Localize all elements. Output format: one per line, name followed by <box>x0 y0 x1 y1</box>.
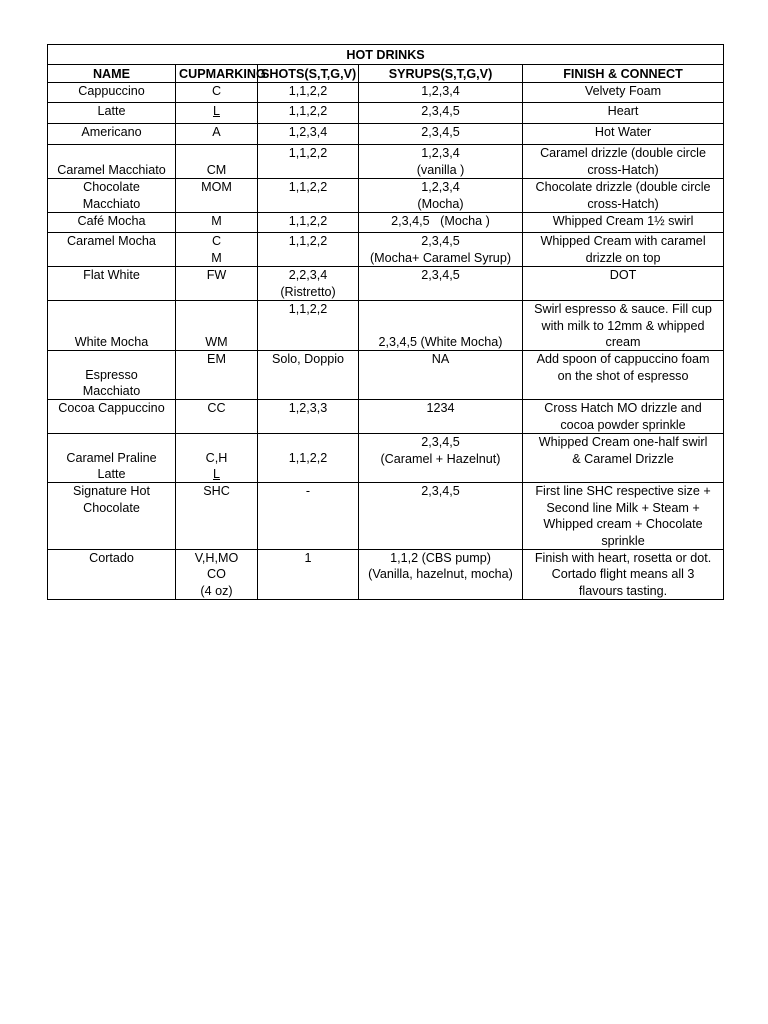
cell-syrups: 2,3,4,5 <box>359 483 523 550</box>
cell-syrups: 1,2,3,4 <box>359 83 523 103</box>
cell-shots: 1,1,2,2 <box>258 233 359 267</box>
cell-shots: 1,2,3,4 <box>258 124 359 145</box>
cell-name: Caramel Praline Latte <box>48 434 176 483</box>
cell-cup: CM <box>176 145 258 179</box>
cell-finish: Caramel drizzle (double circle cross-Hatch) <box>523 145 724 179</box>
cell-shots: - <box>258 483 359 550</box>
cell-finish: Swirl espresso & sauce. Fill cup with milk to 12mm & whipped cream <box>523 301 724 351</box>
cell-syrups: 1,2,3,4 (vanilla ) <box>359 145 523 179</box>
header-shots: SHOTS(S,T,G,V) <box>258 65 359 83</box>
table-title: HOT DRINKS <box>48 45 724 65</box>
cell-cup: CC <box>176 400 258 434</box>
cell-finish: Hot Water <box>523 124 724 145</box>
cell-finish: Whipped Cream with caramel drizzle on top <box>523 233 724 267</box>
table-row <box>48 483 724 550</box>
cell-finish: Heart <box>523 103 724 124</box>
cell-name: Chocolate Macchiato <box>48 179 176 213</box>
table-row <box>48 83 724 103</box>
cell-shots: 1,1,2,2 <box>258 145 359 179</box>
cell-syrups: 2,3,4,5 (Mocha+ Caramel Syrup) <box>359 233 523 267</box>
cell-cup: EM <box>176 351 258 400</box>
cell-syrups: 1,2,3,4 (Mocha) <box>359 179 523 213</box>
cell-syrups: 2,3,4,5 <box>359 124 523 145</box>
table-row <box>48 434 724 483</box>
cell-cup: V,H,MO CO (4 oz) <box>176 550 258 600</box>
cell-shots: 1,2,3,3 <box>258 400 359 434</box>
cell-syrups: 2,3,4,5 (Mocha ) <box>359 213 523 233</box>
cell-syrups: NA <box>359 351 523 400</box>
cell-finish: DOT <box>523 267 724 301</box>
table-row <box>48 124 724 145</box>
cell-syrups: 2,3,4,5 <box>359 267 523 301</box>
cell-finish: Whipped Cream 1½ swirl <box>523 213 724 233</box>
cell-shots: Solo, Doppio <box>258 351 359 400</box>
cell-syrups: 1234 <box>359 400 523 434</box>
table-row <box>48 145 724 179</box>
cell-name: Café Mocha <box>48 213 176 233</box>
cell-name: Americano <box>48 124 176 145</box>
header-row <box>48 65 724 83</box>
header-name: NAME <box>48 65 176 83</box>
table-row <box>48 213 724 233</box>
table-row <box>48 103 724 124</box>
cell-finish: First line SHC respective size + Second line Milk + Steam + Whipped cream + Chocolate sprinkle <box>523 483 724 550</box>
hot-drinks-table <box>47 44 724 600</box>
table-row <box>48 301 724 351</box>
cell-cup: L <box>176 103 258 124</box>
cell-finish: Chocolate drizzle (double circle cross-Hatch) <box>523 179 724 213</box>
table-row <box>48 267 724 301</box>
cell-name: Flat White <box>48 267 176 301</box>
cell-finish: Velvety Foam <box>523 83 724 103</box>
cell-shots: 1,1,2,2 <box>258 83 359 103</box>
table-row <box>48 400 724 434</box>
cell-shots: 1,1,2,2 <box>258 103 359 124</box>
cell-cup: C <box>176 83 258 103</box>
cell-finish: Add spoon of cappuccino foam on the shot of espresso <box>523 351 724 400</box>
cell-syrups: 2,3,4,5 (White Mocha) <box>359 301 523 351</box>
cell-syrups: 2,3,4,5 (Caramel + Hazelnut) <box>359 434 523 483</box>
cell-syrups: 1,1,2 (CBS pump) (Vanilla, hazelnut, mocha) <box>359 550 523 600</box>
cell-cup: C M <box>176 233 258 267</box>
cell-shots: 2,2,3,4 (Ristretto) <box>258 267 359 301</box>
cell-shots: 1,1,2,2 <box>258 301 359 351</box>
hot-drinks-sheet <box>47 44 723 600</box>
cell-name: Latte <box>48 103 176 124</box>
cell-syrups: 2,3,4,5 <box>359 103 523 124</box>
cell-cup: WM <box>176 301 258 351</box>
cell-name: White Mocha <box>48 301 176 351</box>
cell-finish: Whipped Cream one-half swirl & Caramel Drizzle <box>523 434 724 483</box>
cell-cup: FW <box>176 267 258 301</box>
cell-name: Cocoa Cappuccino <box>48 400 176 434</box>
table-row <box>48 351 724 400</box>
table-row <box>48 550 724 600</box>
cell-cup: M <box>176 213 258 233</box>
header-cup-marking: CUPMARKING <box>176 65 258 83</box>
cell-shots: 1,1,2,2 <box>258 179 359 213</box>
cell-finish: Cross Hatch MO drizzle and cocoa powder sprinkle <box>523 400 724 434</box>
cell-shots: 1,1,2,2 <box>258 213 359 233</box>
cell-name: Espresso Macchiato <box>48 351 176 400</box>
header-finish-connect: FINISH & CONNECT <box>523 65 724 83</box>
cell-name: Signature Hot Chocolate <box>48 483 176 550</box>
cell-name: Caramel Mocha <box>48 233 176 267</box>
cell-cup: SHC <box>176 483 258 550</box>
cell-shots: 1 <box>258 550 359 600</box>
cell-cup: MOM <box>176 179 258 213</box>
table-row <box>48 179 724 213</box>
header-syrups: SYRUPS(S,T,G,V) <box>359 65 523 83</box>
cell-name: Cappuccino <box>48 83 176 103</box>
cell-name: Caramel Macchiato <box>48 145 176 179</box>
cell-shots: 1,1,2,2 <box>258 434 359 483</box>
cell-cup: A <box>176 124 258 145</box>
cell-name: Cortado <box>48 550 176 600</box>
table-row <box>48 233 724 267</box>
cell-cup: C,H L <box>176 434 258 483</box>
cell-finish: Finish with heart, rosetta or dot. Cortado flight means all 3 flavours tasting. <box>523 550 724 600</box>
